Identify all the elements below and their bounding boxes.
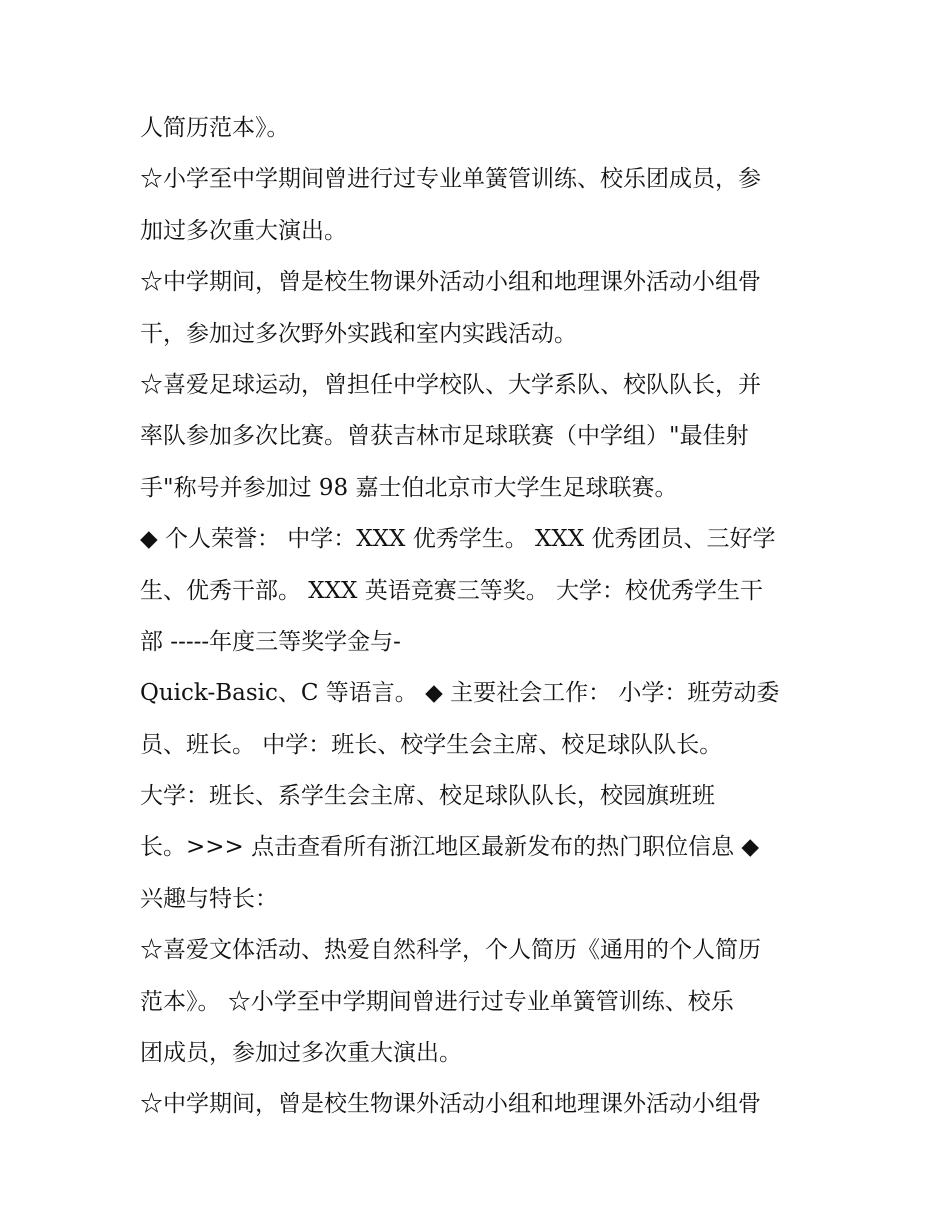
text-line-19: 团成员，参加过多次重大演出。 xyxy=(140,1040,462,1067)
text-line-9: ◆ 个人荣誉： 中学：XXX 优秀学生。 XXX 优秀团员、三好学 xyxy=(140,526,776,553)
text-line-15: 长。>>> 点击查看所有浙江地区最新发布的热门职位信息 ◆ xyxy=(140,834,760,861)
text-line-12: Quick-Basic、C 等语言。 ◆ 主要社会工作： 小学：班劳动委 xyxy=(140,680,780,707)
text-line-4: ☆中学期间，曾是校生物课外活动小组和地理课外活动小组骨 xyxy=(140,269,761,296)
text-line-3: 加过多次重大演出。 xyxy=(140,217,347,244)
text-line-10: 生、优秀干部。 XXX 英语竞赛三等奖。 大学：校优秀学生干 xyxy=(140,577,764,604)
text-line-1: 人简历范本》。 xyxy=(140,115,290,141)
text-line-14: 大学：班长、系学生会主席、校足球队队长，校园旗班班 xyxy=(140,783,715,810)
text-line-17: ☆喜爱文体活动、热爱自然科学，个人简历《通用的个人简历 xyxy=(140,937,761,964)
text-line-8: 手"称号并参加过 98 嘉士伯北京市大学生足球联赛。 xyxy=(140,474,678,501)
text-line-18: 范本》。 ☆小学至中学期间曾进行过专业单簧管训练、校乐 xyxy=(140,988,734,1015)
text-line-7: 率队参加多次比赛。曾获吉林市足球联赛（中学组）"最佳射 xyxy=(140,423,749,450)
text-line-5: 干，参加过多次野外实践和室内实践活动。 xyxy=(140,320,577,347)
text-line-16: 兴趣与特长： xyxy=(140,885,278,912)
text-line-2: ☆小学至中学期间曾进行过专业单簧管训练、校乐团成员，参 xyxy=(140,166,761,193)
text-line-13: 员、班长。 中学：班长、校学生会主席、校足球队队长。 xyxy=(140,731,723,758)
text-line-20: ☆中学期间，曾是校生物课外活动小组和地理课外活动小组骨 xyxy=(140,1091,761,1118)
text-line-6: ☆喜爱足球运动，曾担任中学校队、大学系队、校队队长，并 xyxy=(140,371,761,398)
text-line-11: 部 -----年度三等奖学金与- xyxy=(140,628,401,655)
document-body xyxy=(140,103,820,1131)
